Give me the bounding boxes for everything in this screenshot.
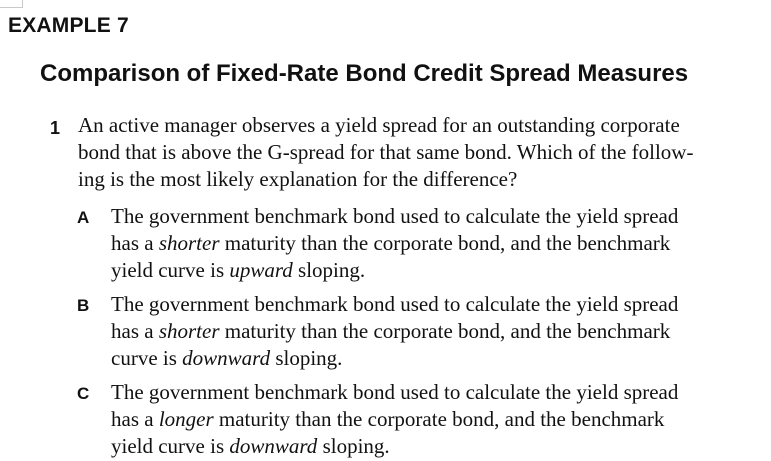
option-text-run: yield curve is <box>111 258 230 282</box>
option-text <box>111 379 761 460</box>
option-text-run: sloping. <box>317 434 390 458</box>
option-text <box>111 291 761 372</box>
option-text-run: sloping. <box>270 346 343 370</box>
option-line <box>111 257 761 284</box>
option-emphasis: longer <box>158 407 214 431</box>
option-text-run: yield curve is <box>111 434 230 458</box>
corner-crop-mark <box>0 0 23 8</box>
question-stem-line: bond that is above the G-spread for that same bond. Which of the follow- <box>78 140 694 164</box>
option-line <box>111 433 761 460</box>
option-text-run: maturity than the corporate bond, and the benchmark <box>213 407 665 431</box>
option-text-run: maturity than the corporate bond, and the benchmark <box>219 319 671 343</box>
option-emphasis: upward <box>229 258 293 282</box>
option-emphasis: shorter <box>158 231 220 255</box>
option-line <box>111 230 761 257</box>
option-line <box>111 406 761 433</box>
question-stem-line: ing is the most likely explanation for the difference? <box>78 167 518 191</box>
question-stem <box>78 112 758 193</box>
option-letter: B <box>77 296 90 315</box>
option-line: The government benchmark bond used to calculate the yield spread <box>111 292 679 316</box>
option-text-run: has a <box>111 319 159 343</box>
option-emphasis: shorter <box>158 319 220 343</box>
question-stem-line: An active manager observes a yield spread for an outstanding corporate <box>78 113 680 137</box>
example-label: EXAMPLE 7 <box>8 14 129 37</box>
option-letter: C <box>77 384 90 403</box>
option-text <box>111 203 761 284</box>
option-line: The government benchmark bond used to calculate the yield spread <box>111 380 679 404</box>
option-letter: A <box>77 208 90 227</box>
option-text-run: maturity than the corporate bond, and the benchmark <box>219 231 671 255</box>
option-line <box>111 318 761 345</box>
option-text-run: sloping. <box>292 258 366 282</box>
example-title: Comparison of Fixed-Rate Bond Credit Spread Measures <box>40 60 689 87</box>
option-line <box>111 345 761 372</box>
option-text-run: has a <box>111 407 159 431</box>
option-text-run: curve is <box>111 346 183 370</box>
option-emphasis: downward <box>182 346 271 370</box>
option-emphasis: downward <box>229 434 318 458</box>
option-text-run: has a <box>111 231 159 255</box>
option-line: The government benchmark bond used to calculate the yield spread <box>111 204 679 228</box>
question-number: 1 <box>50 118 61 138</box>
